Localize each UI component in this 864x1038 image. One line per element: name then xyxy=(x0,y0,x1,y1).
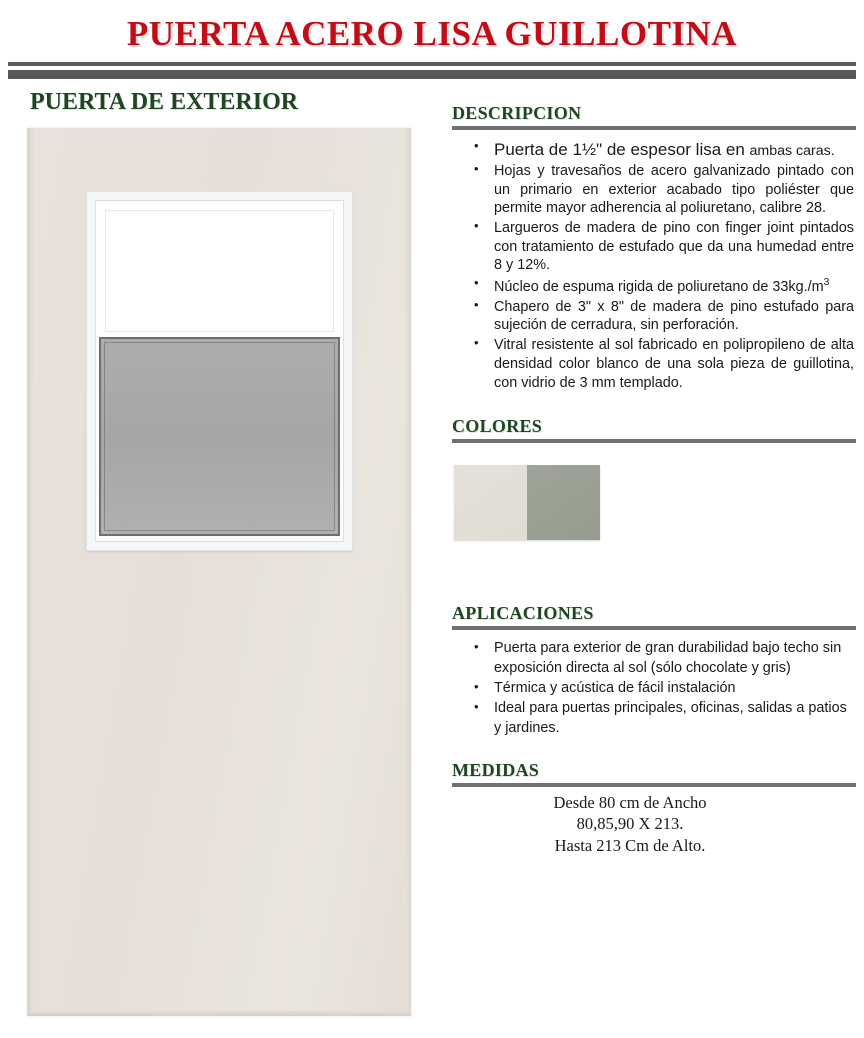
window-lower-sash xyxy=(99,337,340,536)
list-item: • Largueros de madera de pino con finger joint pintados con tratamiento de estufado que da una humedad entre 8 y 12%. xyxy=(452,219,856,275)
descripcion-item-0-tail: ambas caras. xyxy=(749,143,835,159)
window-frame-inner xyxy=(95,200,344,542)
door-right-edge xyxy=(405,128,411,1016)
section-heading-descripcion: DESCRIPCION xyxy=(452,103,582,123)
medidas-body xyxy=(452,792,856,856)
section-rule-aplicaciones xyxy=(452,626,856,630)
medidas-line: Desde 80 cm de Ancho xyxy=(553,792,707,812)
list-item: • Hojas y travesaños de acero galvanizado pintado con un primario en exterior acabado tipo poliéster que permite mayor adherencia al poliuretano, calibre 28. xyxy=(452,162,856,218)
medidas-line: Hasta 213 Cm de Alto. xyxy=(554,835,706,855)
list-item: • Chapero de 3" x 8" de madera de pino estufado para sujeción de cerradura, sin perforación. xyxy=(452,298,856,335)
list-item: • Térmica y acústica de fácil instalación xyxy=(452,679,856,698)
list-item xyxy=(452,276,856,297)
door-bottom-edge xyxy=(27,1011,411,1016)
door-left-edge xyxy=(27,128,34,1016)
color-swatch-gris xyxy=(527,465,600,540)
left-column-heading: PUERTA DE EXTERIOR xyxy=(30,89,299,115)
section-rule-descripcion xyxy=(452,126,856,130)
door-product-image xyxy=(27,128,411,1016)
list-item: • Ideal para puertas principales, oficinas, salidas a patios y jardines. xyxy=(452,699,856,738)
section-heading-colores: COLORES xyxy=(452,416,543,437)
section-heading-aplicaciones: APLICACIONES xyxy=(452,603,594,624)
color-swatch-row xyxy=(454,465,600,540)
section-rule-medidas xyxy=(452,783,856,787)
right-column xyxy=(452,0,856,856)
guillotine-window-frame xyxy=(86,191,353,551)
descripcion-item-0-lead: Puerta de 1½" de espesor lisa en xyxy=(494,140,750,159)
aplicaciones-list xyxy=(452,639,856,737)
section-rule-colores xyxy=(452,439,856,443)
list-item xyxy=(452,139,856,161)
list-item: • Vitral resistente al sol fabricado en polipropileno de alta densidad color blanco de una sola pieza de guillotina, con vidrio de 3 mm templado. xyxy=(452,336,856,392)
color-swatch-blanco-hueso xyxy=(454,465,527,540)
descripcion-item-3-superscript: 3 xyxy=(823,277,830,289)
page-title: PUERTA ACERO LISA GUILLOTINA xyxy=(126,14,738,53)
descripcion-item-3-text: Núcleo de espuma rigida de poliuretano de 33kg./m xyxy=(494,279,824,295)
section-heading-medidas: MEDIDAS xyxy=(452,759,540,780)
medidas-line: 80,85,90 X 213. xyxy=(576,814,684,834)
window-upper-glass xyxy=(105,210,334,332)
descripcion-list xyxy=(452,139,856,392)
list-item: • Puerta para exterior de gran durabilidad bajo techo sin exposición directa al sol (sólo chocolate y gris) xyxy=(452,639,856,678)
